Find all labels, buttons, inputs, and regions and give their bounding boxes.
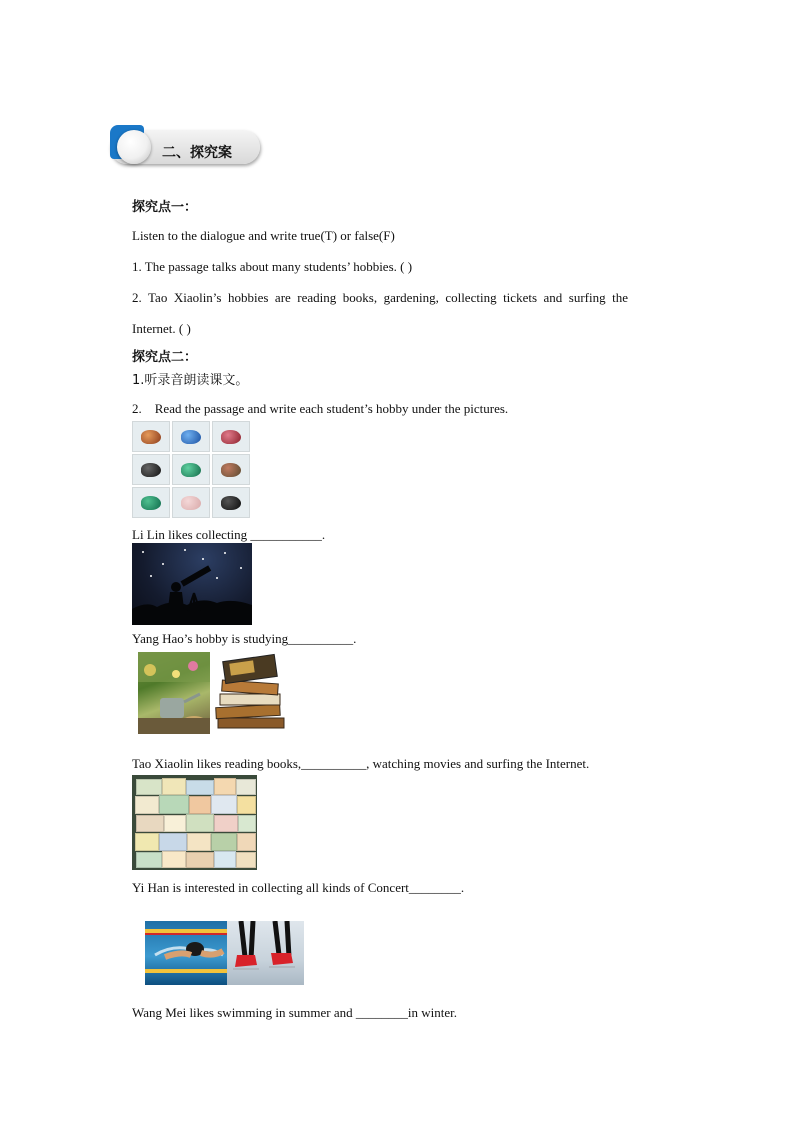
section-header-circle-icon [117, 130, 151, 164]
question-2-line1: 2. Tao Xiaolin’s hobbies are reading books, gardening, collecting tickets and surfing the [132, 290, 628, 305]
tickets-picture [132, 775, 257, 870]
gems-picture [132, 421, 250, 518]
caption-yang-hao: Yang Hao’s hobby is studying__________. [132, 631, 357, 646]
skating-picture [227, 921, 304, 985]
books-picture [212, 652, 288, 734]
section2-heading: 探究点二： [132, 350, 198, 365]
gardening-picture [138, 652, 210, 734]
stargazing-picture [132, 543, 252, 625]
question-1: 1. The passage talks about many students’ hobbies. ( ) [132, 259, 413, 274]
section2-item1: 1.听录音朗读课文。 [132, 373, 249, 388]
section1-instruction: Listen to the dialogue and write true(T) or false(F) [132, 228, 395, 243]
swimming-picture [145, 921, 227, 985]
section-title: 二、探究案 [162, 145, 232, 161]
caption-yi-han: Yi Han is interested in collecting all kinds of Concert________. [132, 880, 465, 895]
caption-tao-xiaolin: Tao Xiaolin likes reading books,__________, watching movies and surfing the Internet. [132, 756, 590, 771]
question-2-line2: Internet. ( ) [132, 321, 191, 336]
caption-wang-mei: Wang Mei likes swimming in summer and ________in winter. [132, 1005, 458, 1020]
caption-li-lin: Li Lin likes collecting ___________. [132, 527, 326, 542]
section2-item2: 2. Read the passage and write each student’s hobby under the pictures. [132, 401, 509, 416]
section1-heading: 探究点一： [132, 200, 198, 215]
